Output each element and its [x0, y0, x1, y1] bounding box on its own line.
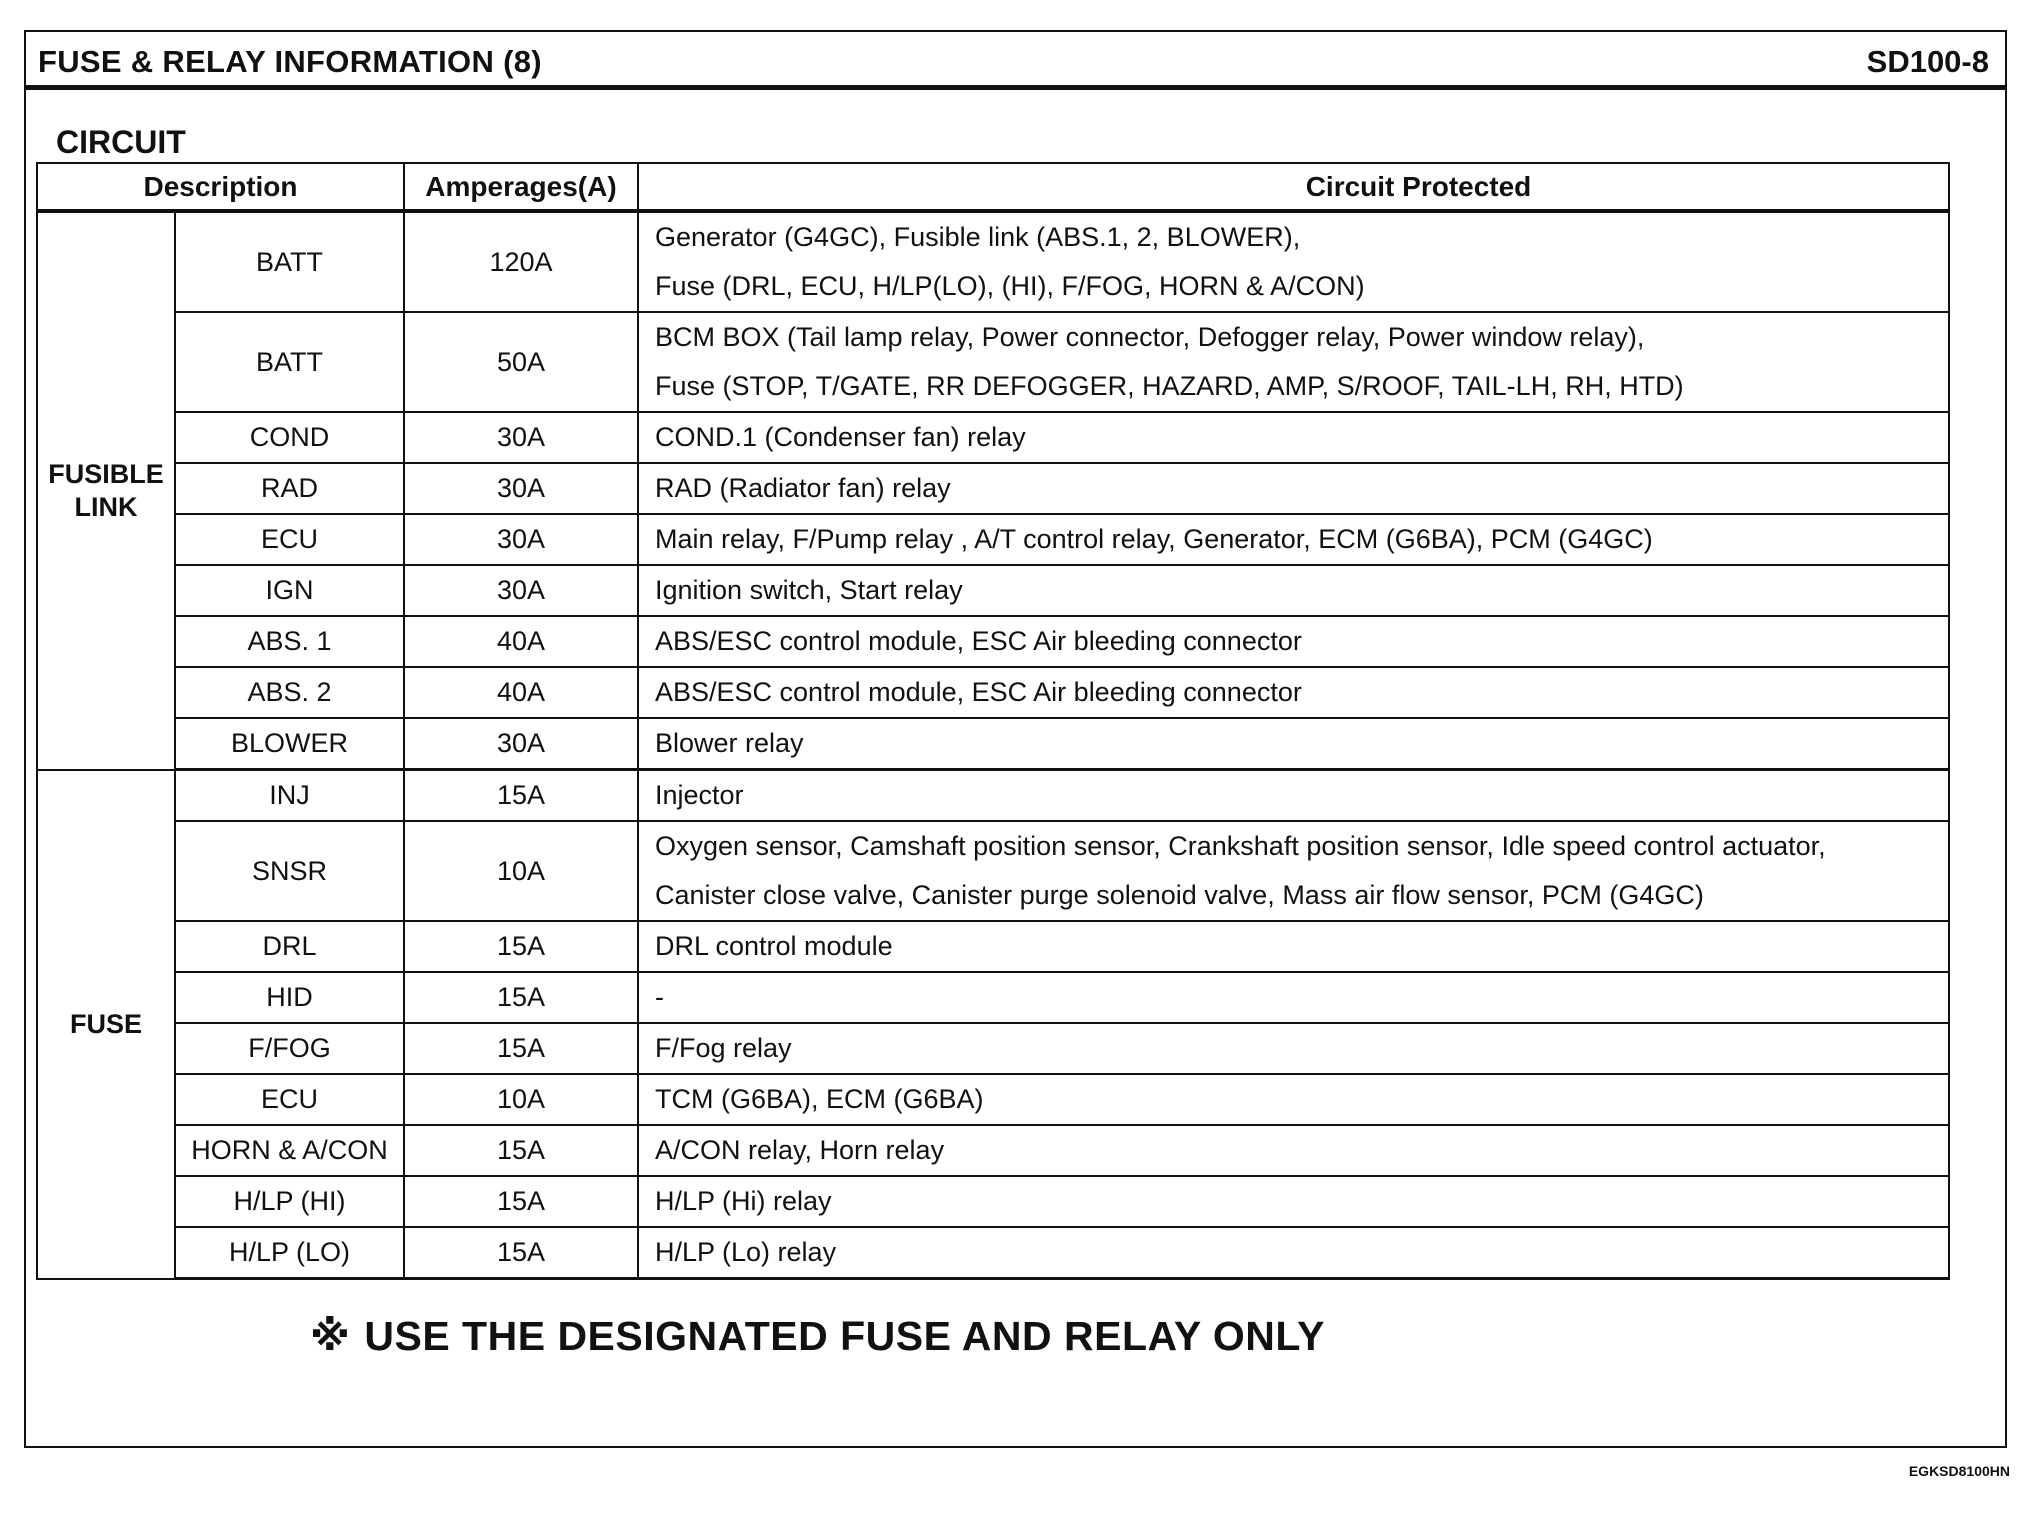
circuit-line: Injector — [655, 780, 744, 810]
table-row — [37, 463, 1949, 514]
circuit-protected — [638, 1176, 1949, 1227]
fuse-name: IGN — [175, 565, 404, 616]
table-row — [37, 972, 1949, 1023]
table-header-row — [37, 163, 1949, 211]
circuit-line: RAD (Radiator fan) relay — [655, 473, 951, 503]
notice — [310, 1312, 1325, 1360]
circuit-protected — [638, 463, 1949, 514]
circuit-protected — [638, 972, 1949, 1023]
circuit-protected — [638, 616, 1949, 667]
fuse-amperage: 15A — [404, 972, 638, 1023]
description-header: Description — [37, 163, 404, 211]
group-label: FUSIBLE LINK — [37, 211, 175, 770]
circuit-header: Circuit Protected — [638, 163, 1949, 211]
circuit-line: ABS/ESC control module, ESC Air bleeding connector — [655, 626, 1302, 656]
circuit-line: F/Fog relay — [655, 1033, 792, 1063]
fuse-name: ABS. 1 — [175, 616, 404, 667]
circuit-line: - — [655, 982, 664, 1012]
fuse-amperage: 15A — [404, 1125, 638, 1176]
table-row — [37, 1227, 1949, 1279]
fuse-amperage: 30A — [404, 514, 638, 565]
circuit-line: ABS/ESC control module, ESC Air bleeding connector — [655, 677, 1302, 707]
fuse-amperage: 30A — [404, 412, 638, 463]
table-row — [37, 1125, 1949, 1176]
circuit-line: Canister close valve, Canister purge solenoid valve, Mass air flow sensor, PCM (G4GC) — [655, 880, 1704, 910]
circuit-line: TCM (G6BA), ECM (G6BA) — [655, 1084, 984, 1114]
table-row — [37, 1074, 1949, 1125]
table-row — [37, 312, 1949, 412]
fuse-name: H/LP (LO) — [175, 1227, 404, 1279]
fuse-amperage: 15A — [404, 1176, 638, 1227]
fuse-amperage: 15A — [404, 1023, 638, 1074]
circuit-protected — [638, 667, 1949, 718]
group-label: FUSE — [37, 770, 175, 1279]
circuit-line: Fuse (STOP, T/GATE, RR DEFOGGER, HAZARD, AMP, S/ROOF, TAIL-LH, RH, HTD) — [655, 371, 1684, 401]
circuit-line: Blower relay — [655, 728, 804, 758]
fuse-name: BATT — [175, 211, 404, 312]
circuit-protected — [638, 1023, 1949, 1074]
fuse-amperage: 30A — [404, 463, 638, 514]
table-row — [37, 412, 1949, 463]
fuse-amperage: 50A — [404, 312, 638, 412]
circuit-line: Oxygen sensor, Camshaft position sensor, Crankshaft position sensor, Idle speed control actuator, — [655, 831, 1826, 861]
table-row — [37, 770, 1949, 822]
circuit-line: H/LP (Hi) relay — [655, 1186, 832, 1216]
fuse-name: ABS. 2 — [175, 667, 404, 718]
page-code: SD100-8 — [1866, 44, 1989, 79]
fuse-name: HID — [175, 972, 404, 1023]
fuse-amperage: 30A — [404, 565, 638, 616]
circuit-line: Ignition switch, Start relay — [655, 575, 963, 605]
fuse-relay-table — [36, 162, 1950, 1280]
table-row — [37, 1023, 1949, 1074]
amperage-header: Amperages(A) — [404, 163, 638, 211]
circuit-line: A/CON relay, Horn relay — [655, 1135, 945, 1165]
table-row — [37, 1176, 1949, 1227]
circuit-protected — [638, 1227, 1949, 1279]
table-row — [37, 616, 1949, 667]
circuit-protected — [638, 1125, 1949, 1176]
fuse-name: BLOWER — [175, 718, 404, 770]
fuse-amperage: 40A — [404, 667, 638, 718]
circuit-protected — [638, 565, 1949, 616]
table-row — [37, 514, 1949, 565]
table-row — [37, 821, 1949, 921]
fuse-name: ECU — [175, 1074, 404, 1125]
section-title: CIRCUIT — [56, 124, 186, 160]
circuit-protected — [638, 211, 1949, 312]
table-body — [37, 211, 1949, 1279]
fuse-amperage: 15A — [404, 1227, 638, 1279]
page-header — [26, 32, 2005, 90]
fuse-amperage: 15A — [404, 770, 638, 822]
reference-mark-icon: ※ — [310, 1313, 351, 1359]
circuit-line: H/LP (Lo) relay — [655, 1237, 837, 1267]
notice-text: USE THE DESIGNATED FUSE AND RELAY ONLY — [364, 1313, 1325, 1359]
fuse-name: BATT — [175, 312, 404, 412]
fuse-name: DRL — [175, 921, 404, 972]
fuse-name: H/LP (HI) — [175, 1176, 404, 1227]
fuse-amperage: 15A — [404, 921, 638, 972]
table-row — [37, 718, 1949, 770]
circuit-protected — [638, 514, 1949, 565]
circuit-protected — [638, 770, 1949, 822]
circuit-line: DRL control module — [655, 931, 893, 961]
circuit-protected — [638, 412, 1949, 463]
circuit-line: Main relay, F/Pump relay , A/T control relay, Generator, ECM (G6BA), PCM (G4GC) — [655, 524, 1653, 554]
circuit-line: Generator (G4GC), Fusible link (ABS.1, 2, BLOWER), — [655, 222, 1301, 252]
fuse-name: SNSR — [175, 821, 404, 921]
fuse-name: HORN & A/CON — [175, 1125, 404, 1176]
circuit-protected — [638, 718, 1949, 770]
fuse-amperage: 10A — [404, 821, 638, 921]
circuit-protected — [638, 821, 1949, 921]
table-row — [37, 565, 1949, 616]
circuit-line: BCM BOX (Tail lamp relay, Power connector, Defogger relay, Power window relay), — [655, 322, 1645, 352]
fuse-amperage: 10A — [404, 1074, 638, 1125]
table-row — [37, 667, 1949, 718]
fuse-name: COND — [175, 412, 404, 463]
table-row — [37, 211, 1949, 312]
circuit-protected — [638, 921, 1949, 972]
circuit-line: Fuse (DRL, ECU, H/LP(LO), (HI), F/FOG, HORN & A/CON) — [655, 271, 1365, 301]
fuse-amperage: 30A — [404, 718, 638, 770]
fuse-amperage: 120A — [404, 211, 638, 312]
fuse-name: INJ — [175, 770, 404, 822]
circuit-line: COND.1 (Condenser fan) relay — [655, 422, 1026, 452]
page-title: FUSE & RELAY INFORMATION (8) — [38, 44, 542, 79]
footer-code: EGKSD8100HN — [1908, 1463, 2010, 1479]
circuit-protected — [638, 312, 1949, 412]
fuse-name: F/FOG — [175, 1023, 404, 1074]
circuit-protected — [638, 1074, 1949, 1125]
fuse-name: RAD — [175, 463, 404, 514]
fuse-name: ECU — [175, 514, 404, 565]
table-row — [37, 921, 1949, 972]
fuse-amperage: 40A — [404, 616, 638, 667]
